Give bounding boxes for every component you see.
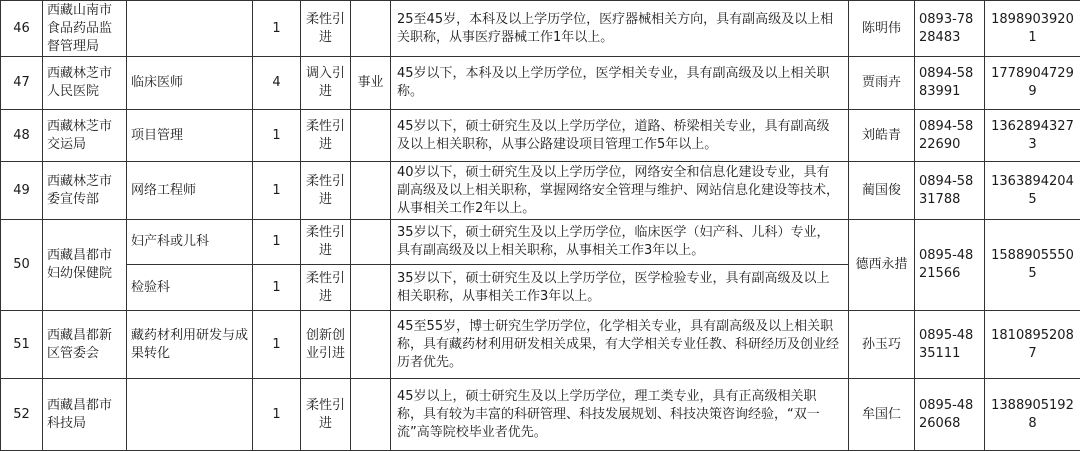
recruit-method: 柔性引进	[301, 379, 351, 451]
mobile-phone: 13889051928	[985, 379, 1080, 451]
office-phone: 0894-5831788	[915, 162, 985, 220]
position-count: 1	[253, 311, 301, 379]
recruit-method: 创新创业引进	[301, 311, 351, 379]
unit-name: 西藏昌都市妇幼保健院	[43, 220, 127, 311]
position-count: 1	[253, 110, 301, 162]
requirements: 35岁以下，硕士研究生及以上学历学位，医学检验专业，具有副高级及以上相关职称，从事相关工作3年以上。	[391, 265, 849, 311]
mobile-phone: 13628943273	[985, 110, 1080, 162]
position-name: 妇产科或儿科	[127, 220, 253, 265]
unit-name: 西藏林芝市委宣传部	[43, 162, 127, 220]
office-phone: 0893-7828483	[915, 1, 985, 57]
requirements: 45岁以下，本科及以上学历学位，医学相关专业，具有副高级及以上相关职称。	[391, 57, 849, 110]
recruit-method: 柔性引进	[301, 110, 351, 162]
position-name: 检验科	[127, 265, 253, 311]
unit-name: 西藏林芝市人民医院	[43, 57, 127, 110]
requirements: 45至55岁，博士研究生学历学位，化学相关专业，具有副高级及以上相关职称，具有藏药材利用研发相关成果，有大学相关专业任教、科研经历及创业经历者优先。	[391, 311, 849, 379]
position-name	[127, 379, 253, 451]
contact-person: 德西永措	[849, 220, 915, 311]
row-number: 48	[1, 110, 43, 162]
recruit-method: 调入引进	[301, 57, 351, 110]
unit-nature	[351, 110, 391, 162]
position-name: 藏药材利用研发与成果转化	[127, 311, 253, 379]
mobile-phone: 17789047299	[985, 57, 1080, 110]
position-name	[127, 1, 253, 57]
table-row	[1, 311, 1080, 379]
recruit-method: 柔性引进	[301, 265, 351, 311]
contact-person: 孙玉巧	[849, 311, 915, 379]
mobile-phone: 18108952087	[985, 311, 1080, 379]
contact-person: 刘皓青	[849, 110, 915, 162]
unit-name: 西藏山南市食品药品监督管理局	[43, 1, 127, 57]
position-count: 4	[253, 57, 301, 110]
row-number: 52	[1, 379, 43, 451]
row-number: 47	[1, 57, 43, 110]
table-row	[1, 220, 1080, 265]
mobile-phone: 18989039201	[985, 1, 1080, 57]
office-phone: 0895-4835111	[915, 311, 985, 379]
position-count: 1	[253, 162, 301, 220]
unit-name: 西藏林芝市交运局	[43, 110, 127, 162]
position-count: 1	[253, 1, 301, 57]
contact-person: 牟国仁	[849, 379, 915, 451]
unit-nature	[351, 220, 391, 265]
unit-nature	[351, 265, 391, 311]
table-row	[1, 110, 1080, 162]
office-phone: 0894-5822690	[915, 110, 985, 162]
mobile-phone: 15889055505	[985, 220, 1080, 311]
recruit-method: 柔性引进	[301, 1, 351, 57]
table-row	[1, 57, 1080, 110]
contact-person: 贾雨卉	[849, 57, 915, 110]
position-name: 临床医师	[127, 57, 253, 110]
row-number: 51	[1, 311, 43, 379]
office-phone: 0894-5883991	[915, 57, 985, 110]
unit-nature	[351, 379, 391, 451]
row-number: 46	[1, 1, 43, 57]
recruit-method: 柔性引进	[301, 220, 351, 265]
table-row	[1, 379, 1080, 451]
unit-name: 西藏昌都新区管委会	[43, 311, 127, 379]
unit-nature: 事业	[351, 57, 391, 110]
mobile-phone: 13638942045	[985, 162, 1080, 220]
requirements: 45岁以下，硕士研究生及以上学历学位，道路、桥梁相关专业，具有副高级及以上相关职称，从事公路建设项目管理工作5年以上。	[391, 110, 849, 162]
position-count: 1	[253, 265, 301, 311]
table-row	[1, 162, 1080, 220]
requirements: 40岁以下，硕士研究生及以上学历学位，网络安全和信息化建设专业，具有副高级及以上相关职称，掌握网络安全管理与维护、网站信息化建设等技术，从事相关工作2年以上。	[391, 162, 849, 220]
unit-nature	[351, 162, 391, 220]
position-name: 网络工程师	[127, 162, 253, 220]
position-name: 项目管理	[127, 110, 253, 162]
requirements: 35岁以下，硕士研究生及以上学历学位，临床医学（妇产科、儿科）专业，具有副高级及以上相关职称，从事相关工作3年以上。	[391, 220, 849, 265]
requirements: 25至45岁，本科及以上学历学位，医疗器械相关方向，具有副高级及以上相关职称，从事医疗器械工作1年以上。	[391, 1, 849, 57]
recruit-method: 柔性引进	[301, 162, 351, 220]
office-phone: 0895-4821566	[915, 220, 985, 311]
unit-nature	[351, 311, 391, 379]
table-row	[1, 1, 1080, 57]
office-phone: 0895-4826068	[915, 379, 985, 451]
unit-nature	[351, 1, 391, 57]
contact-person: 陈明伟	[849, 1, 915, 57]
unit-name: 西藏昌都市科技局	[43, 379, 127, 451]
contact-person: 蔺国俊	[849, 162, 915, 220]
row-number: 49	[1, 162, 43, 220]
requirements: 45岁以上，硕士研究生及以上学历学位，理工类专业，具有正高级相关职称，具有较为丰富的科研管理、科技发展规划、科技决策咨询经验，“双一流”高等院校毕业者优先。	[391, 379, 849, 451]
row-number: 50	[1, 220, 43, 311]
position-count: 1	[253, 379, 301, 451]
position-count: 1	[253, 220, 301, 265]
